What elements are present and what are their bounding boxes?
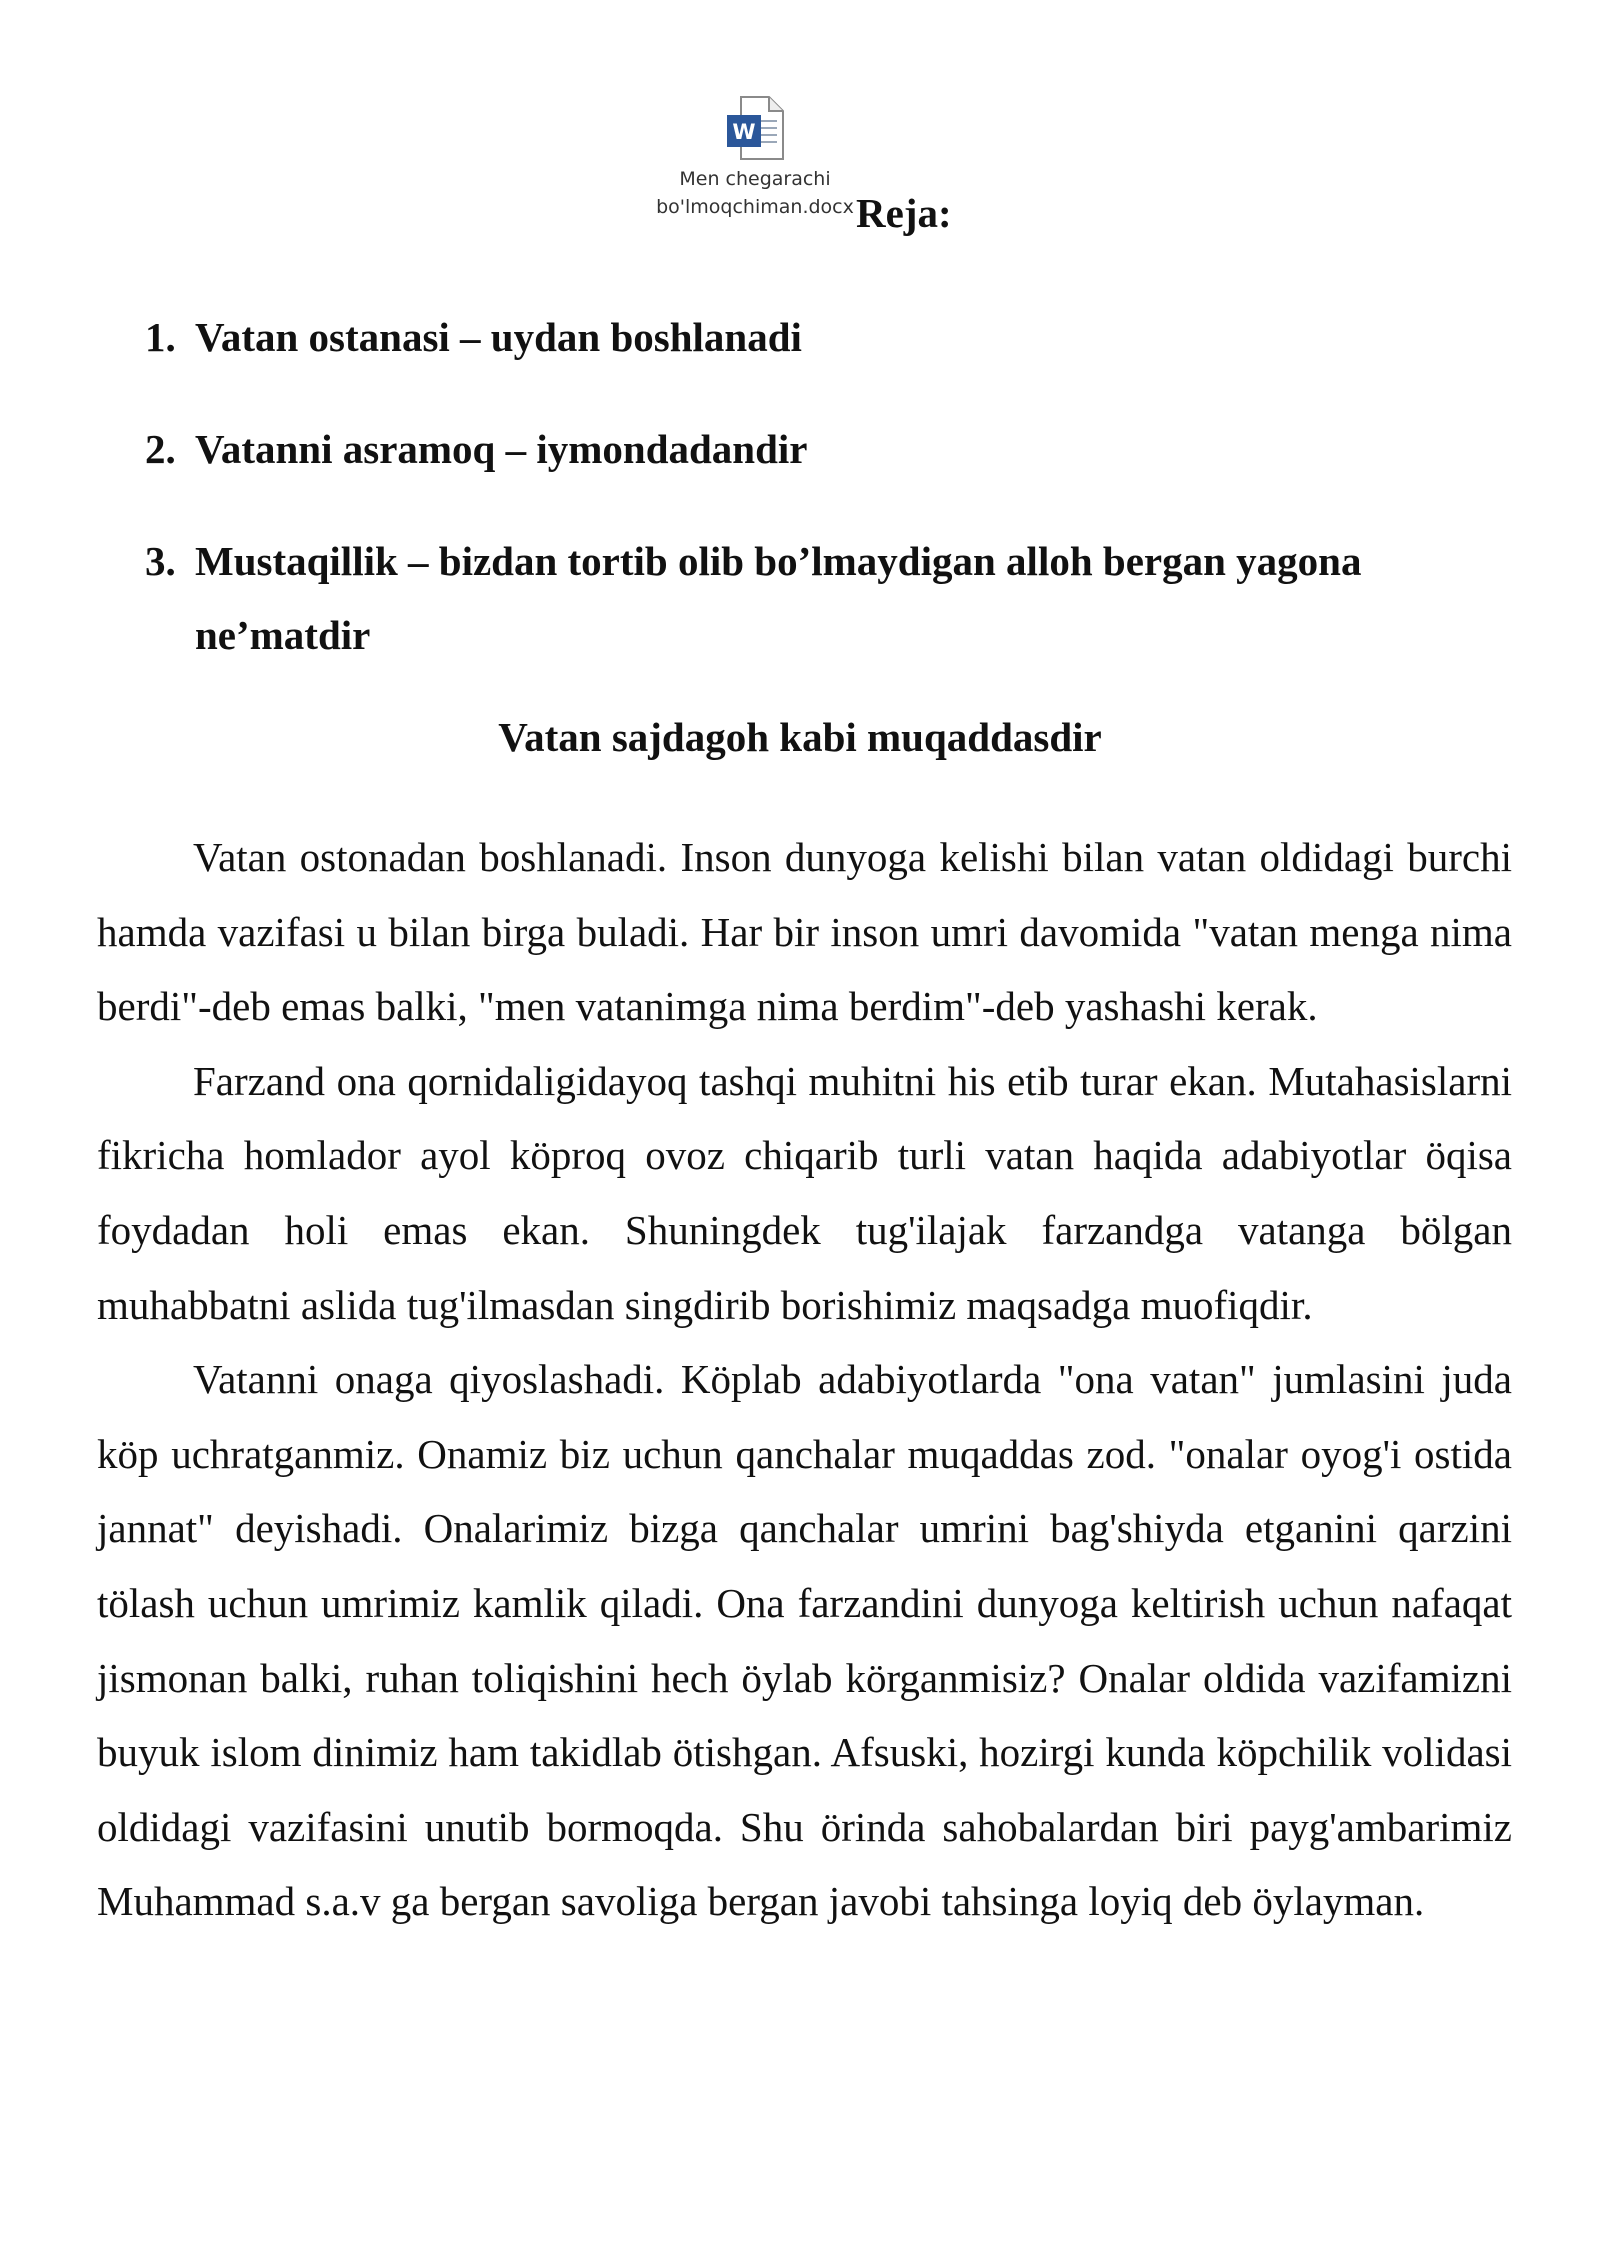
body-paragraph: Vatan ostonadan boshlanadi. Inson dunyoga kelishi bilan vatan oldidagi burchi hamda vazifasi u bilan birga buladi. Har bir inson umri davomida "vatan menga nima berdi"-deb emas balki, "men vatanimga nima berdim"-deb yashashi kerak. bbox=[97, 834, 1512, 1030]
plan-list bbox=[145, 300, 1515, 710]
plan-item-number: 2. bbox=[145, 426, 176, 472]
embedded-file-attachment[interactable] bbox=[620, 95, 890, 221]
plan-title: Reja: bbox=[856, 190, 952, 236]
plan-item-number: 3. bbox=[145, 538, 176, 584]
plan-item-number: 1. bbox=[145, 314, 176, 360]
body-text bbox=[97, 820, 1512, 1939]
plan-item-text: Vatan ostanasi – uydan boshlanadi bbox=[195, 314, 802, 360]
body-paragraph: Farzand ona qornidaligidayoq tashqi muhitni his etib turar ekan. Mutahasislarni fikricha homlador ayol köproq ovoz chiqarib turli vatan haqida adabiyotlar öqisa foydadan holi emas ekan. Shuningdek tug'ilajak farzandga vatanga bölgan muhabbatni aslida tug'ilmasdan singdirib borishimiz maqsadga muofiqdir. bbox=[97, 1057, 1512, 1328]
body-paragraph: Vatanni onaga qiyoslashadi. Köplab adabiyotlarda "ona vatan" jumlasini juda köp uchratganmiz. Onamiz biz uchun qanchalar muqaddas zod. "onalar oyog'i ostida jannat" deyishadi. Onalarimiz bizga qanchalar umrini bag'shiyda etganini qarzini tölash uchun umrimiz kamlik qiladi. Ona farzandini dunyoga keltirish uchun nafaqat jismonan balki, ruhan toliqishini hech öylab körganmisiz? Onalar oldida vazifamizni buyuk islom dinimiz ham takidlab ötishgan. Afsuski, hozirgi kunda köpchilik volidasi oldidagi vazifasini unutib bormoqda. Shu örinda sahobalardan biri payg'ambarimiz Muhammad s.a.v ga bergan savoliga bergan javobi tahsinga loyiq deb öylayman. bbox=[97, 1356, 1512, 1925]
attachment-filename-line2: bo'lmoqchiman.docx bbox=[656, 196, 854, 218]
attachment-filename bbox=[620, 165, 890, 221]
plan-item-text: Vatanni asramoq – iymondadandir bbox=[195, 426, 808, 472]
attachment-filename-line1: Men chegarachi bbox=[679, 168, 831, 190]
plan-item bbox=[145, 412, 1515, 486]
svg-text:W: W bbox=[732, 120, 756, 144]
plan-item bbox=[145, 300, 1515, 374]
word-document-icon bbox=[725, 95, 785, 161]
plan-item-text: Mustaqillik – bizdan tortib olib bo’lmaydigan alloh bergan yagona ne’matdir bbox=[195, 538, 1362, 658]
plan-item bbox=[145, 524, 1515, 672]
section-heading: Vatan sajdagoh kabi muqaddasdir bbox=[498, 714, 1102, 760]
